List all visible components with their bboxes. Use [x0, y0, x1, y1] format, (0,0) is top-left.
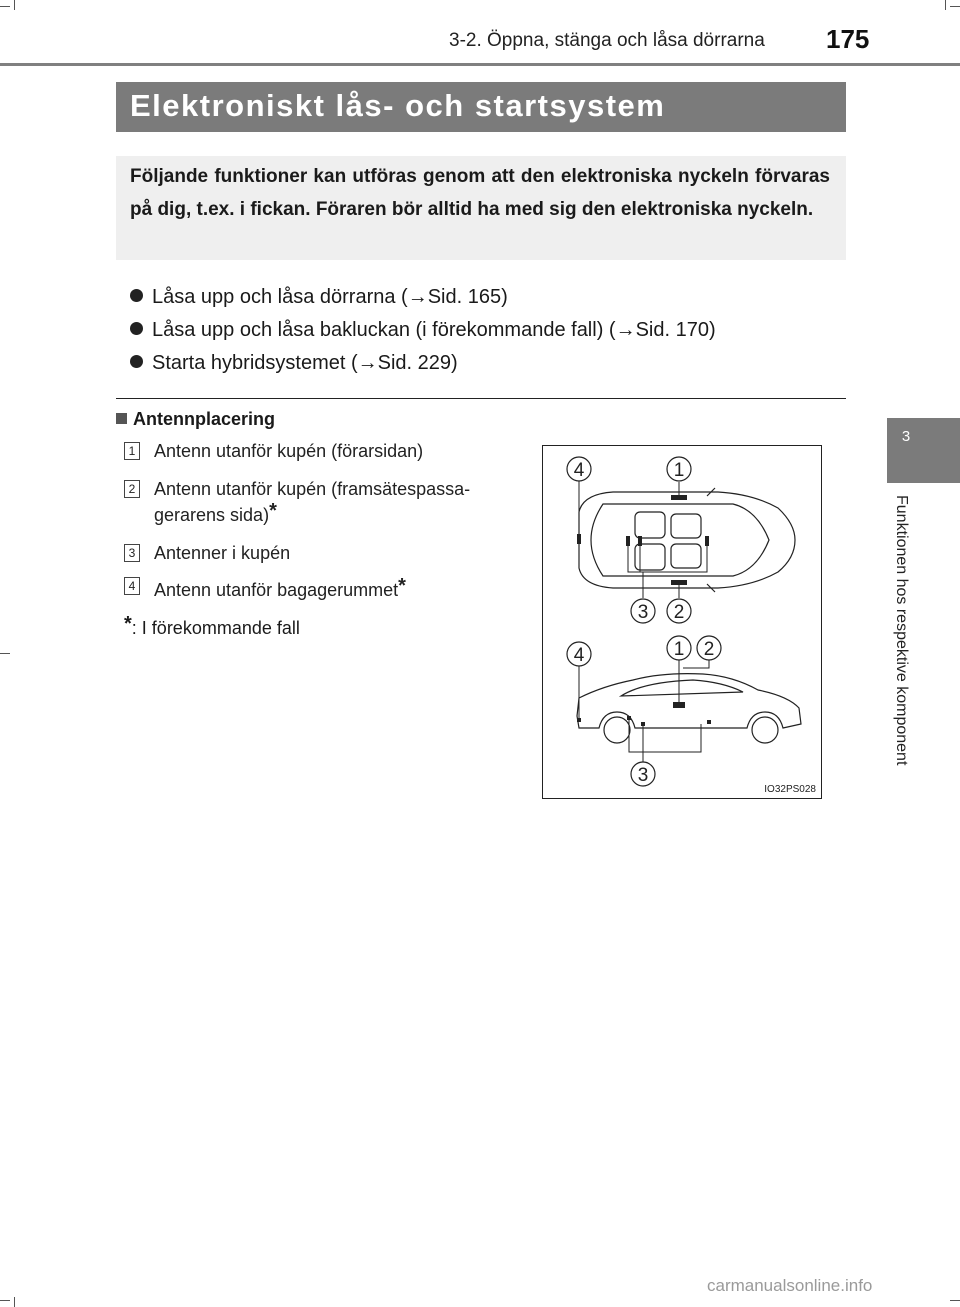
list-item-text: Låsa upp och låsa bakluckan (i förekommande fall) (→Sid. 170)	[152, 319, 716, 341]
legend-text	[154, 478, 524, 526]
legend-number: 1	[124, 442, 140, 460]
seat-shape	[671, 544, 701, 568]
crop-mark	[0, 1300, 10, 1301]
callout-label: 4	[573, 645, 585, 666]
footnote-marker: *	[124, 613, 132, 635]
intro-text: Följande funktioner kan utföras genom att den elektroniska nyckeln förvaras på dig, t.ex. i fickan. Föraren bör alltid ha med sig den elektroniska nyckeln.	[130, 166, 830, 220]
bullet-icon	[130, 322, 143, 335]
section-divider	[116, 398, 846, 399]
bullet-icon	[130, 289, 143, 302]
legend-item	[124, 575, 524, 605]
header-rule	[0, 63, 960, 66]
car-diagram-svg	[543, 446, 821, 798]
legend-text: Antenner i kupén	[154, 543, 291, 563]
legend-item	[124, 440, 524, 478]
crop-mark	[14, 0, 15, 10]
antenna-marker	[641, 722, 645, 726]
callout-label: 1	[673, 639, 685, 660]
list-item	[130, 315, 850, 348]
square-bullet-icon	[116, 413, 127, 424]
car-top-view	[579, 492, 795, 588]
antenna-marker	[707, 720, 711, 724]
function-list	[130, 282, 850, 381]
intro-box	[116, 156, 846, 260]
wheel-shape	[604, 717, 630, 743]
section-title: 3-2. Öppna, stänga och låsa dörrarna	[449, 30, 765, 51]
car-window-outline	[621, 680, 743, 696]
callout-label: 3	[637, 765, 649, 786]
leader-line	[628, 546, 707, 598]
watermark: carmanualsonline.info	[707, 1276, 873, 1295]
car-side-view	[577, 674, 801, 728]
crop-mark	[950, 1300, 960, 1301]
antenna-marker	[671, 580, 687, 585]
callout-label: 2	[673, 602, 685, 623]
crop-mark	[0, 6, 10, 7]
legend-text	[154, 575, 524, 601]
footnote-marker: *	[269, 500, 277, 522]
antenna-marker	[638, 536, 642, 546]
antenna-marker	[577, 534, 581, 544]
chapter-title: Funktionen hos respektive komponent	[893, 495, 910, 766]
crop-mark	[945, 0, 946, 10]
legend-item	[124, 478, 524, 542]
subsection-heading-text: Antennplacering	[133, 409, 276, 429]
legend-item	[124, 542, 524, 575]
page-number: 175	[826, 24, 870, 54]
seat-shape	[635, 512, 665, 538]
footnote	[124, 613, 524, 639]
title-bar	[116, 82, 846, 132]
legend-number: 4	[124, 577, 140, 595]
leader-line	[629, 720, 701, 764]
list-item-text: Starta hybridsystemet (→Sid. 229)	[152, 352, 458, 374]
seat-shape	[671, 514, 701, 538]
crop-mark	[14, 1297, 15, 1307]
antenna-diagram	[542, 445, 822, 799]
crop-mark	[950, 6, 960, 7]
antenna-marker	[705, 536, 709, 546]
subsection-heading	[116, 409, 275, 430]
list-item	[130, 348, 850, 381]
callout-label: 1	[673, 460, 685, 481]
chapter-tab	[887, 418, 960, 483]
list-item	[130, 282, 850, 315]
page-title: Elektroniskt lås- och startsystem	[130, 88, 666, 123]
wheel-shape	[752, 717, 778, 743]
footnote-text: : I förekommande fall	[131, 618, 300, 638]
figure-code: IO32PS028	[764, 784, 816, 795]
antenna-legend	[124, 440, 524, 639]
legend-number: 2	[124, 480, 140, 498]
callout-label: 2	[703, 639, 715, 660]
antenna-marker	[577, 718, 581, 722]
crop-mark	[0, 653, 10, 654]
legend-text-body: Antenn utanför kupén (framsätespassa- gerarens sida)	[154, 479, 471, 525]
chapter-number: 3	[901, 428, 911, 445]
legend-text: Antenn utanför kupén (förarsidan)	[154, 441, 424, 461]
callout-label: 3	[637, 602, 649, 623]
legend-text-body: Antenn utanför bagagerummet	[154, 580, 399, 600]
footnote-marker: *	[398, 575, 406, 597]
legend-number: 3	[124, 544, 140, 562]
antenna-marker	[627, 716, 631, 720]
antenna-marker	[673, 702, 685, 708]
callout-label: 4	[573, 460, 585, 481]
bullet-icon	[130, 355, 143, 368]
list-item-text: Låsa upp och låsa dörrarna (→Sid. 165)	[152, 286, 508, 308]
antenna-marker	[626, 536, 630, 546]
antenna-marker	[671, 495, 687, 500]
car-cabin-outline	[591, 504, 769, 576]
